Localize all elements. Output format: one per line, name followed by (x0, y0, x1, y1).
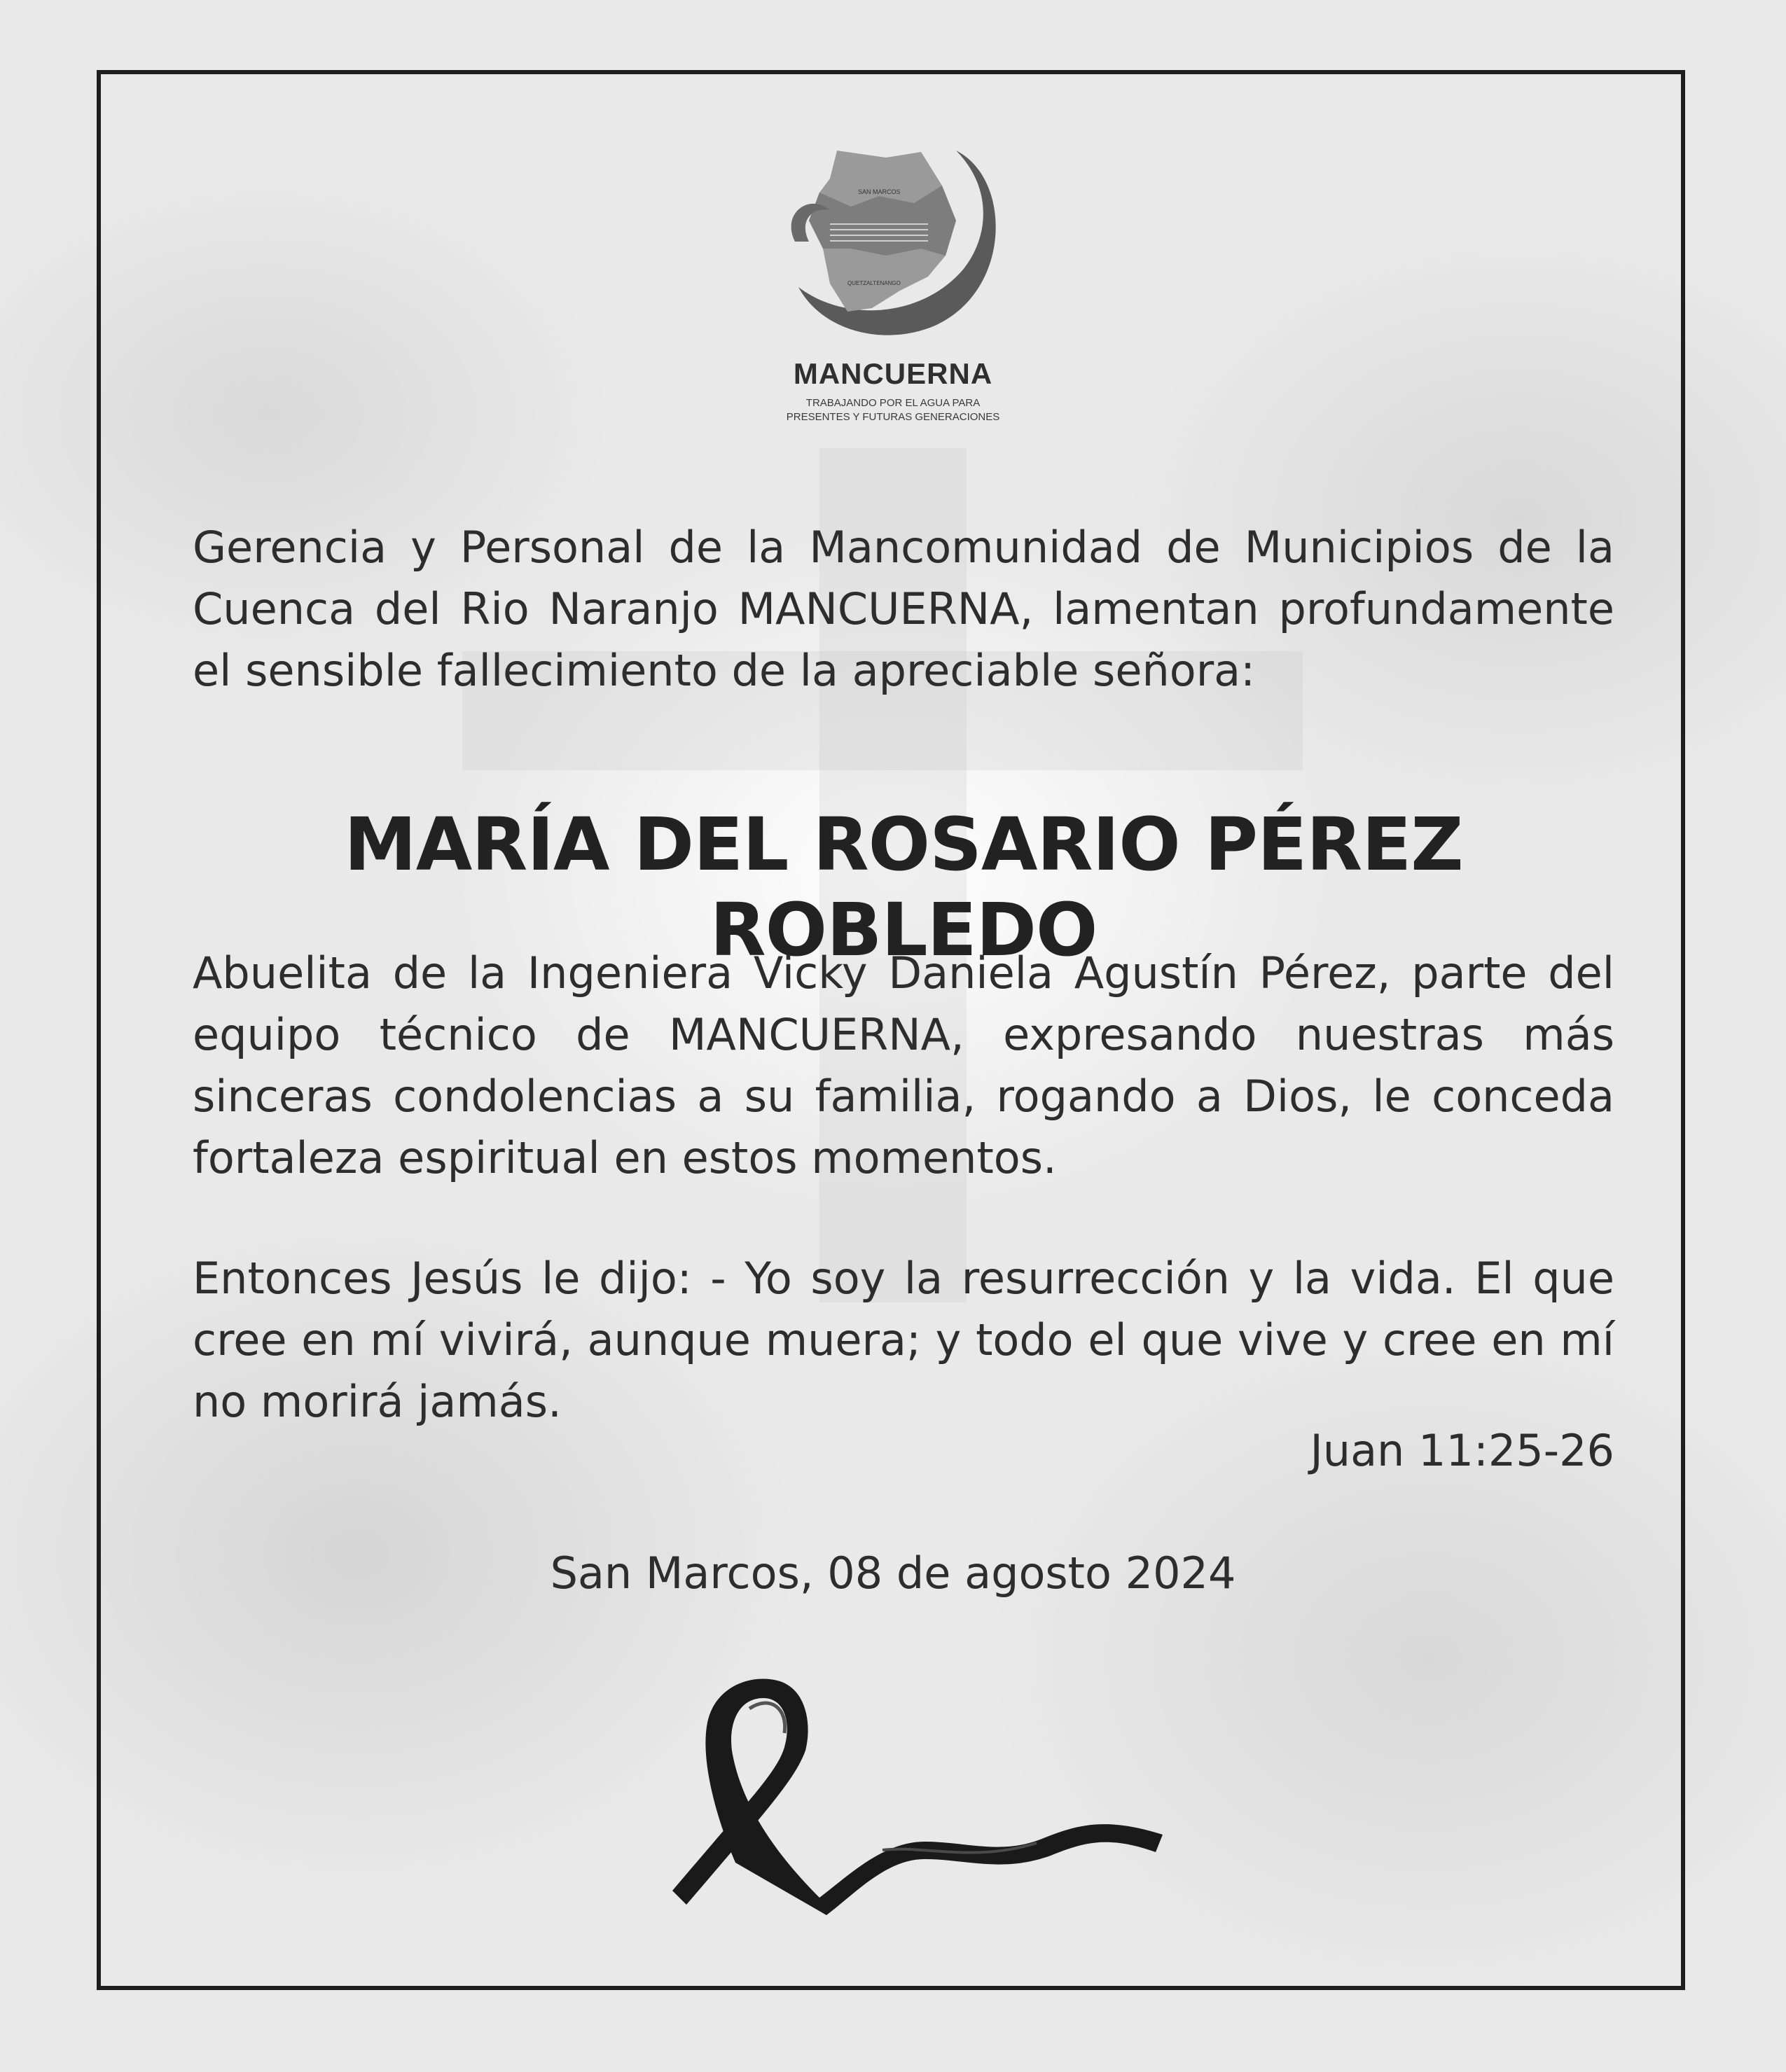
verse-paragraph: Entonces Jesús le dijo: - Yo soy la resurrección y la vida. El que cree en mí vivirá, aunque muera; y todo el que vive y cree en mí no morirá jamás. (193, 1253, 1614, 1427)
intro-paragraph: Gerencia y Personal de la Mancomunidad de Municipios de la Cuenca del Rio Naranjo MANCUERNA, lamentan profundamente el sensible fallecimiento de la apreciable señora: (193, 522, 1614, 696)
mourning-ribbon-icon (672, 1667, 1170, 1926)
condolence-paragraph: Abuelita de la Ingeniera Vicky Daniela Agustín Pérez, parte del equipo técnico de MANCUERNA, expresando nuestras más sinceras condolencias a su familia, rogando a Dios, le conceda fortaleza espiritual en estos momentos. (193, 947, 1614, 1183)
map-label-top: SAN MARCOS (858, 188, 901, 195)
deceased-name: MARÍA DEL ROSARIO PÉREZ ROBLEDO (344, 802, 1463, 973)
map-moon-logo-icon (781, 137, 1012, 347)
map-label-bottom: QUETZALTENANGO (847, 280, 901, 286)
place-date: San Marcos, 08 de agosto 2024 (550, 1548, 1236, 1599)
tagline-line2: PRESENTES Y FUTURAS GENERACIONES (786, 411, 1000, 423)
tagline-line1: TRABAJANDO POR EL AGUA PARA (805, 397, 981, 409)
brand-name: MANCUERNA (793, 357, 993, 390)
verse-reference: Juan 11:25-26 (1310, 1425, 1614, 1476)
